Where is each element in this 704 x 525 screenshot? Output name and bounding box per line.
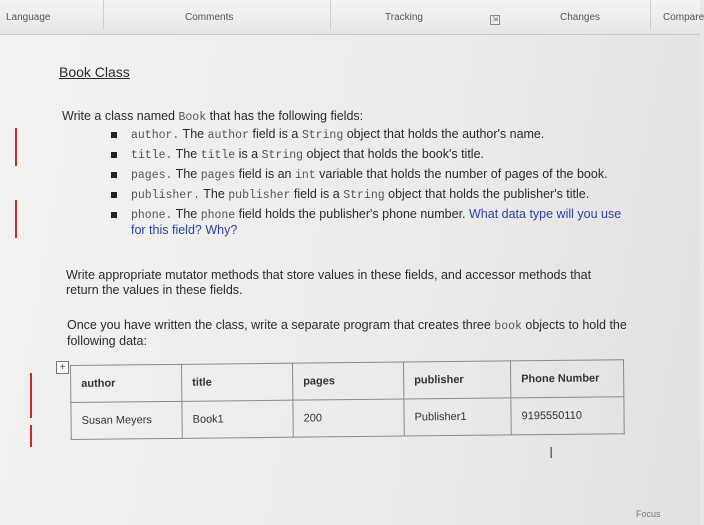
ribbon-group-changes[interactable]: Changes: [560, 12, 601, 23]
header-phone[interactable]: Phone Number: [510, 360, 623, 398]
field-list: [107, 127, 627, 242]
intro-text: Write a class named: [62, 109, 179, 123]
table-header-row: [71, 360, 624, 403]
cell-pages[interactable]: 200: [293, 399, 404, 437]
focus-mode-button[interactable]: Focus: [636, 509, 661, 519]
header-publisher[interactable]: publisher: [403, 361, 510, 399]
ribbon-group-comments[interactable]: Comments: [185, 12, 234, 23]
ribbon-separator: [650, 0, 651, 30]
header-title[interactable]: title: [181, 363, 292, 401]
intro-text-end: that has the following fields:: [206, 109, 364, 123]
dialog-launcher-icon[interactable]: ⇲: [490, 15, 500, 25]
ribbon-group-tracking[interactable]: Tracking: [385, 12, 423, 23]
ribbon-group-compare[interactable]: Compare: [663, 12, 704, 23]
cell-title[interactable]: Book1: [182, 400, 293, 438]
table-move-handle-icon[interactable]: +: [56, 361, 69, 374]
program-text: Once you have written the class, write a separate program that creates three: [67, 318, 495, 332]
program-text-end: objects to hold the following data:: [67, 318, 627, 348]
intro-paragraph: [62, 109, 363, 125]
document-heading: Book Class: [59, 64, 130, 80]
list-item: phone. The phone field holds the publisher's phone number. What data type will you use for this field? Why?: [107, 207, 627, 238]
change-bar: [15, 200, 17, 238]
cell-author[interactable]: Susan Meyers: [71, 401, 182, 439]
intro-code: Book: [178, 111, 207, 124]
mutator-paragraph: Write appropriate mutator methods that store values in these fields, and accessor methods that return the values in these fields.: [66, 268, 592, 297]
ribbon-separator: [330, 0, 331, 30]
data-table: [70, 359, 625, 440]
program-code: book: [494, 320, 522, 333]
list-item: publisher. The publisher field is a String object that holds the publisher's title.: [107, 187, 627, 203]
ribbon-separator: [103, 0, 104, 30]
list-item: pages. The pages field is an int variable that holds the number of pages of the book.: [107, 167, 627, 183]
text-cursor-icon: I: [549, 445, 554, 462]
cell-phone[interactable]: 9195550110: [511, 397, 624, 435]
cell-publisher[interactable]: Publisher1: [404, 398, 511, 436]
change-bar: [30, 425, 32, 447]
change-bar: [15, 128, 17, 166]
ribbon: [0, 0, 704, 35]
table-row: [71, 397, 624, 440]
list-item: title. The title is a String object that holds the book's title.: [107, 147, 627, 163]
list-item: author. The author field is a String object that holds the author's name.: [107, 127, 627, 143]
ribbon-group-language[interactable]: Language: [6, 12, 51, 23]
header-author[interactable]: author: [71, 364, 182, 402]
header-pages[interactable]: pages: [292, 362, 403, 400]
change-bar: [30, 373, 32, 418]
program-paragraph: [67, 318, 627, 349]
question-text: What data type will you use for this field? Why?: [131, 207, 622, 237]
